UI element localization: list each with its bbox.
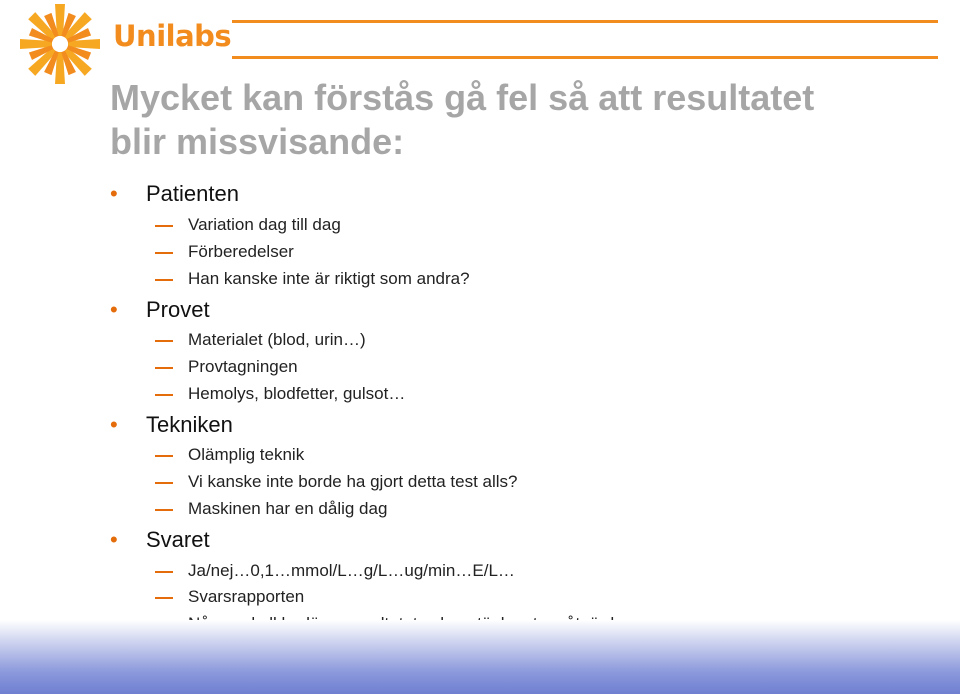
dash-icon <box>155 252 173 254</box>
sub-bullet-text: Variation dag till dag <box>188 215 341 234</box>
dash-icon <box>155 509 173 511</box>
sub-bullet-text: Förberedelser <box>188 242 294 261</box>
bullet-heading: Svaret <box>146 527 210 552</box>
sub-bullet-text: Olämplig teknik <box>188 445 305 464</box>
dash-icon <box>155 597 173 599</box>
sub-bullet-text: Han kanske inte är riktigt som andra? <box>188 269 470 288</box>
sub-bullet-text: Hemolys, blodfetter, gulsot… <box>188 384 406 403</box>
dash-icon <box>155 367 173 369</box>
bullet-heading: Tekniken <box>146 412 233 437</box>
footer-gradient-band <box>0 620 960 694</box>
bullet-icon: • <box>110 412 118 437</box>
sub-bullet-text: Materialet (blod, urin…) <box>188 330 366 349</box>
sub-bullet-text: Ja/nej…0,1…mmol/L…g/L…ug/min…E/L… <box>188 561 515 580</box>
dash-icon <box>155 225 173 227</box>
dash-icon <box>155 482 173 484</box>
sub-bullet-text: Provtagningen <box>188 357 298 376</box>
sub-bullet-text: Vi kanske inte borde ha gjort detta test alls? <box>188 472 518 491</box>
dash-icon <box>155 340 173 342</box>
bullet-heading: Patienten <box>146 181 239 206</box>
sub-bullet-text: Svarsrapporten <box>188 587 305 606</box>
bullet-icon: • <box>110 297 118 322</box>
bullet-icon: • <box>110 527 118 552</box>
sub-bullet-text: Maskinen har en dålig dag <box>188 499 388 518</box>
slide-title-line-2: blir missvisande: <box>110 121 405 162</box>
dash-icon <box>155 394 173 396</box>
dash-icon <box>155 279 173 281</box>
dash-icon <box>155 455 173 457</box>
bullet-heading: Provet <box>146 297 210 322</box>
slide-title-line-1: Mycket kan förstås gå fel så att resultatet <box>110 77 815 118</box>
dash-icon <box>155 571 173 573</box>
bullet-icon: • <box>110 181 118 206</box>
brand-name: Unilabs <box>113 19 232 53</box>
